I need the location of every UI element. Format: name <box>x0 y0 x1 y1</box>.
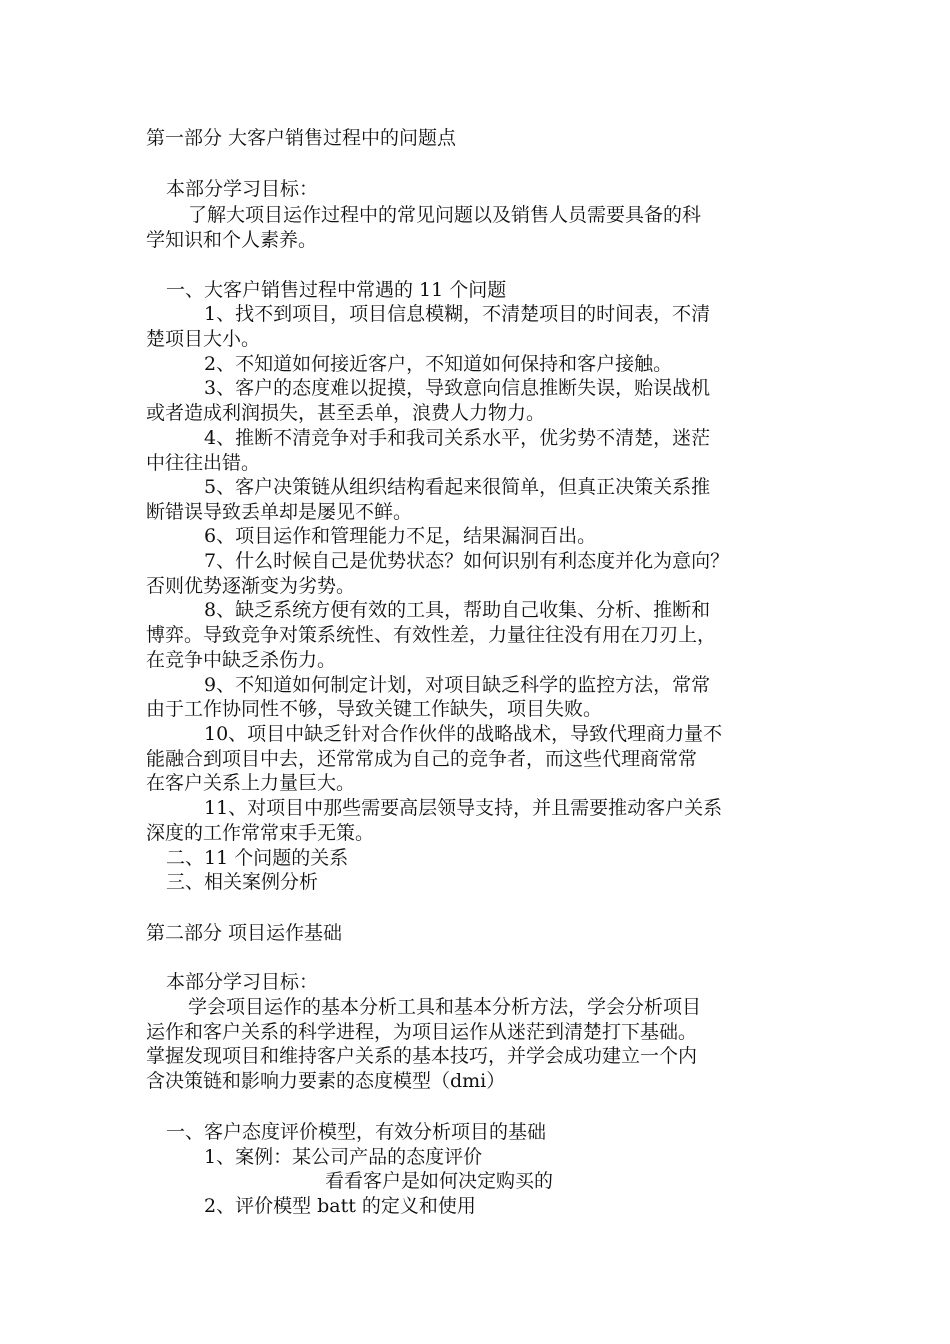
part2-item2: 2、评价模型 batt 的定义和使用 <box>204 1195 476 1217</box>
part1-goal-line-1: 了解大项目运作过程中的常见问题以及销售人员需要具备的科 <box>188 204 702 226</box>
problem-8-line-2: 博弈。导致竞争对策系统性、有效性差，力量往往没有用在刀刃上， <box>146 624 717 646</box>
problem-2-line-1: 2、不知道如何接近客户，不知道如何保持和客户接触。 <box>204 353 673 375</box>
part1-goal-label: 本部分学习目标： <box>166 178 319 200</box>
part2-goal-line-3: 掌握发现项目和维持客户关系的基本技巧，并学会成功建立一个内 <box>146 1045 698 1067</box>
part2-item1-sub: 看看客户是如何决定购买的 <box>325 1170 554 1192</box>
part2-section1-title: 一、客户态度评价模型，有效分析项目的基础 <box>166 1121 547 1143</box>
problem-3-line-2: 或者造成利润损失，甚至丢单，浪费人力物力。 <box>146 402 546 424</box>
part1-section1-title: 一、大客户销售过程中常遇的 11 个问题 <box>166 279 507 301</box>
problem-1-line-2: 楚项目大小。 <box>146 328 261 350</box>
problem-7-line-2: 否则优势逐渐变为劣势。 <box>146 575 356 597</box>
problem-6-line-1: 6、项目运作和管理能力不足，结果漏洞百出。 <box>204 525 597 547</box>
problem-5-line-2: 断错误导致丢单却是屡见不鲜。 <box>146 501 413 523</box>
problem-8-line-3: 在竞争中缺乏杀伤力。 <box>146 649 337 671</box>
part2-goal-line-1: 学会项目运作的基本分析工具和基本分析方法，学会分析项目 <box>188 996 702 1018</box>
problem-10-line-1: 10、项目中缺乏针对合作伙伴的战略战术，导致代理商力量不 <box>204 723 723 745</box>
problem-9-line-2: 由于工作协同性不够，导致关键工作缺失，项目失败。 <box>146 698 603 720</box>
part2-heading: 第二部分 项目运作基础 <box>146 922 343 944</box>
problem-4-line-1: 4、推断不清竞争对手和我司关系水平，优劣势不清楚，迷茫 <box>204 427 711 449</box>
part2-goal-line-2: 运作和客户关系的科学进程，为项目运作从迷茫到清楚打下基础。 <box>146 1021 698 1043</box>
problem-1-line-1: 1、找不到项目，项目信息模糊，不清楚项目的时间表，不清 <box>204 303 711 325</box>
problem-9-line-1: 9、不知道如何制定计划，对项目缺乏科学的监控方法，常常 <box>204 674 711 696</box>
problem-8-line-1: 8、缺乏系统方便有效的工具，帮助自己收集、分析、推断和 <box>204 599 711 621</box>
part1-section3-title: 三、相关案例分析 <box>166 871 319 893</box>
problem-5-line-1: 5、客户决策链从组织结构看起来很简单，但真正决策关系推 <box>204 476 711 498</box>
problem-11-line-1: 11、对项目中那些需要高层领导支持，并且需要推动客户关系 <box>204 797 723 819</box>
part1-section2-title: 二、11 个问题的关系 <box>166 847 349 869</box>
problem-10-line-2: 能融合到项目中去，还常常成为自己的竞争者，而这些代理商常常 <box>146 748 698 770</box>
problem-10-line-3: 在客户关系上力量巨大。 <box>146 772 356 794</box>
problem-3-line-1: 3、客户的态度难以捉摸，导致意向信息推断失误，贻误战机 <box>204 377 711 399</box>
part1-goal-line-2: 学知识和个人素养。 <box>146 229 318 251</box>
part2-item1: 1、案例：某公司产品的态度评价 <box>204 1146 483 1168</box>
problem-4-line-2: 中往往出错。 <box>146 452 261 474</box>
part2-goal-line-4: 含决策链和影响力要素的态度模型（dmi） <box>146 1070 506 1092</box>
part1-heading: 第一部分 大客户销售过程中的问题点 <box>146 127 457 149</box>
problem-7-line-1: 7、什么时候自己是优势状态？如何识别有利态度并化为意向？ <box>204 550 730 572</box>
part2-goal-label: 本部分学习目标： <box>166 971 319 993</box>
problem-11-line-2: 深度的工作常常束手无策。 <box>146 822 375 844</box>
